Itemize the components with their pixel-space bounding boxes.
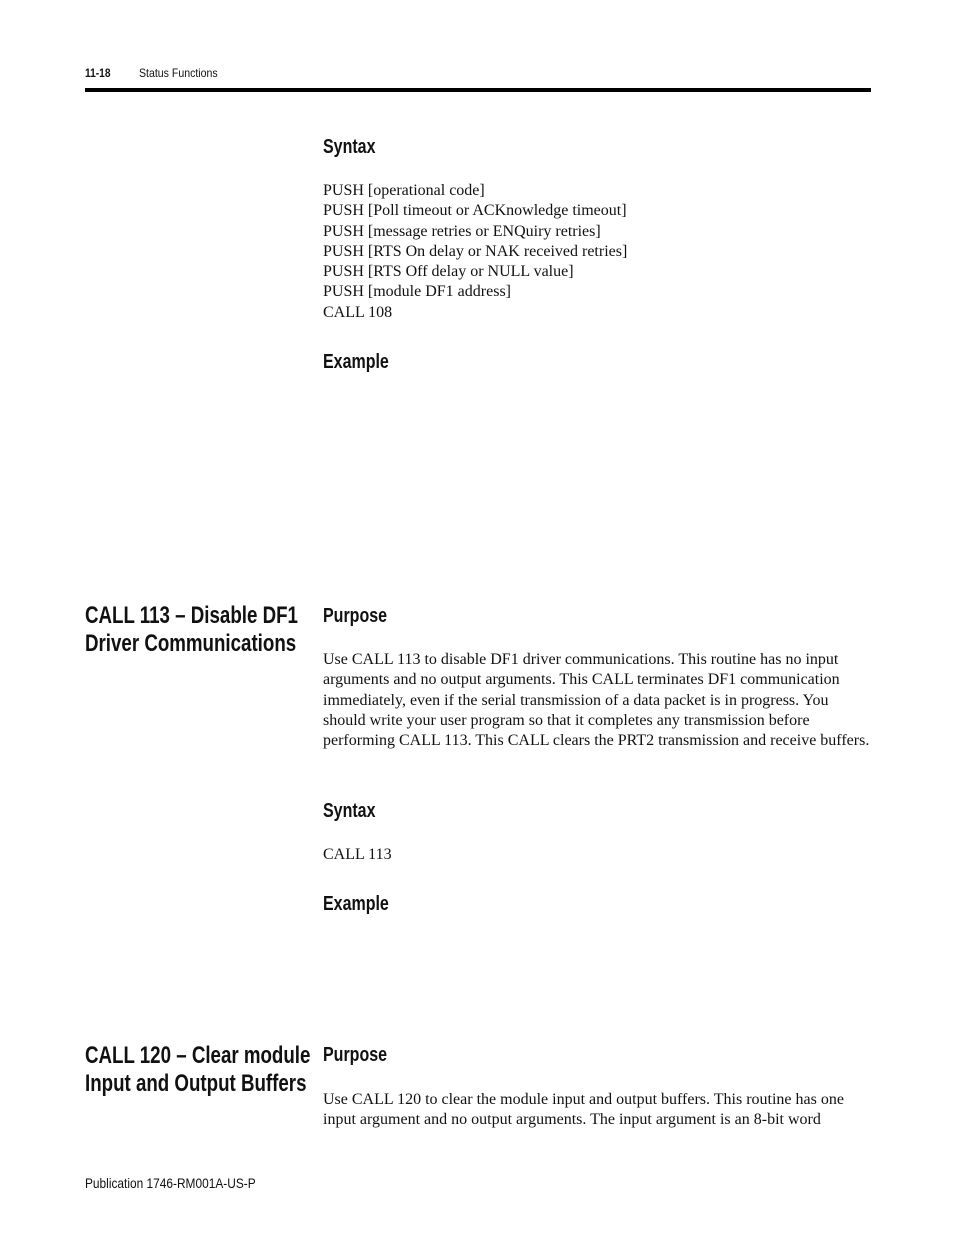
syntax-line: PUSH [RTS On delay or NAK received retries]: [323, 242, 628, 260]
call113-title-line1: CALL 113 – Disable DF1: [85, 602, 298, 629]
header-rule: [85, 88, 871, 92]
call113-title-line2: Driver Communications: [85, 630, 297, 657]
publication-number: Publication 1746-RM001A-US-P: [85, 1175, 256, 1191]
call113-syntax-heading: Syntax: [323, 800, 376, 822]
call113-purpose-heading: Purpose: [323, 605, 388, 627]
call120-title-line2: Input and Output Buffers: [85, 1070, 307, 1097]
call113-syntax-line: CALL 113: [323, 846, 392, 863]
syntax-line: PUSH [module DF1 address]: [323, 283, 511, 301]
call108-syntax-heading: Syntax: [323, 136, 376, 158]
syntax-line: PUSH [Poll timeout or ACKnowledge timeout]: [323, 202, 627, 220]
syntax-line: PUSH [RTS Off delay or NULL value]: [323, 263, 574, 281]
syntax-line: CALL 108: [323, 303, 393, 321]
syntax-line: PUSH [message retries or ENQuiry retries]: [323, 222, 601, 240]
chapter-title: Status Functions: [139, 66, 218, 80]
syntax-line: PUSH [operational code]: [323, 182, 485, 199]
call120-purpose-heading: Purpose: [323, 1044, 388, 1066]
call108-example-heading: Example: [323, 351, 389, 373]
page-number: 11-18: [85, 66, 111, 80]
call120-purpose-text: Use CALL 120 to clear the module input and output buffers. This routine has one input argument and no output arguments. The input argument is an 8-bit word: [323, 1091, 844, 1129]
call113-example-heading: Example: [323, 893, 389, 915]
call113-purpose-text: Use CALL 113 to disable DF1 driver communications. This routine has no input arguments and no output arguments. This CALL terminates DF1 communication immediately, even if the serial transmission of a data packet is in progress. You should write your user program so that it completes any transmission before performing CALL 113. This CALL clears the PRT2 transmission and receive buffers.: [323, 651, 870, 750]
call108-syntax-lines: [323, 181, 627, 323]
call120-title-line1: CALL 120 – Clear module: [85, 1042, 311, 1069]
